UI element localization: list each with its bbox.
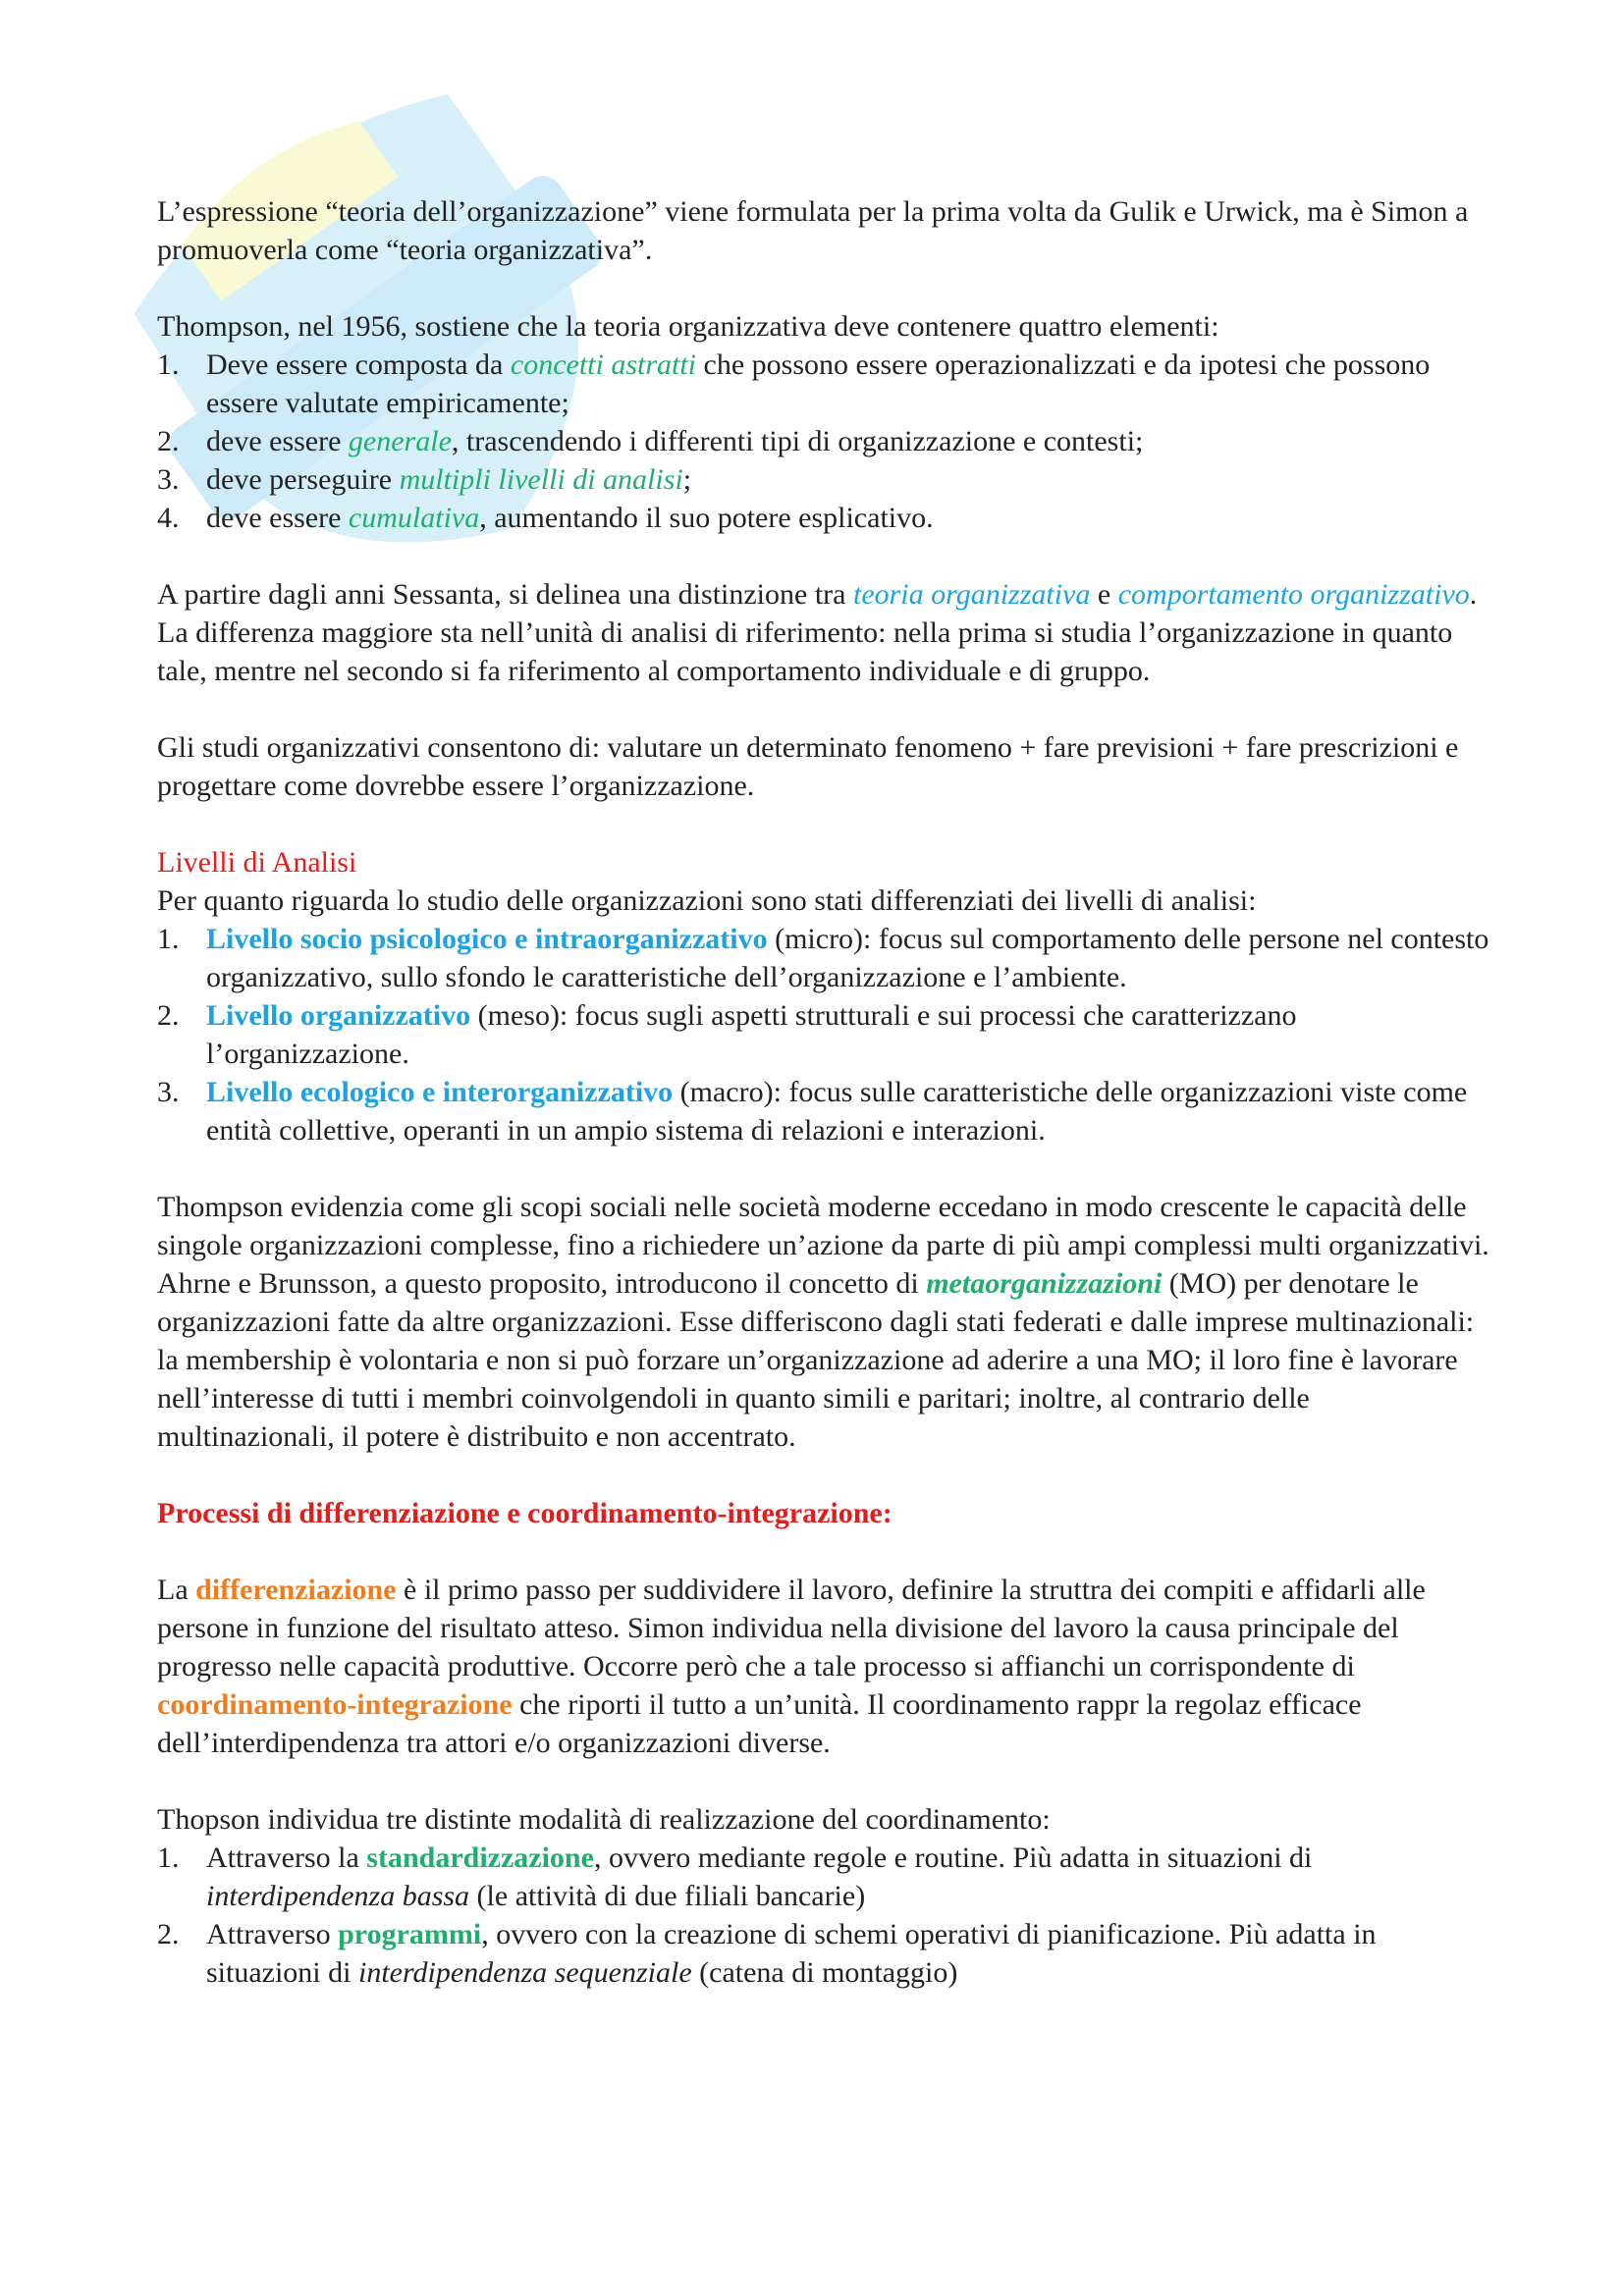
differentiation-paragraph: La differenziazione è il primo passo per suddividere il lavoro, definire la struttra dei compiti e affidarli alle persone in funzione del risultato atteso. Simon individua nella divisione del lavoro la causa principale del progresso nelle capacità produttive. Occorre però che a tale processo si affianchi un corrispondente di coordinamento-integrazione che riporti il tutto a un’unità. Il coordinamento rappr la regolaz efficace dell’interdipendenza tra attori e/o organizzazioni diverse. bbox=[157, 1574, 1426, 1759]
studies-paragraph: Gli studi organizzativi consentono di: valutare un determinato fenomeno + fare previsioni + fare prescrizioni e progettare come dovrebbe essere l’organizzazione. bbox=[157, 731, 1459, 802]
distinction-paragraph: A partire dagli anni Sessanta, si delinea una distinzione tra teoria organizzativa e comportamento organizzativo. La differenza maggiore sta nell’unità di analisi di riferimento: nella prima si studia l’organizzazione in quanto tale, mentre nel secondo si fa riferimento al comportamento individuale e di gruppo. bbox=[157, 578, 1478, 687]
coordination-list bbox=[157, 1839, 1492, 1992]
coordination-intro: Thopson individua tre distinte modalità di realizzazione del coordinamento: bbox=[157, 1803, 1051, 1836]
list-item: 3. deve perseguire multipli livelli di analisi; bbox=[157, 463, 692, 496]
list-item: 4. deve essere cumulativa, aumentando il suo potere esplicativo. bbox=[157, 502, 934, 534]
thompson-paragraph: Thompson, nel 1956, sostiene che la teoria organizzativa deve contenere quattro elementi: bbox=[157, 310, 1219, 343]
list-item: 1. Livello socio psicologico e intraorganizzativo (micro): focus sul comportamento delle persone nel contesto organizzativo, sullo sfondo le caratteristiche dell’organizzazione e l’ambiente. bbox=[157, 923, 1489, 993]
section-heading-livelli: Livelli di Analisi bbox=[157, 846, 357, 879]
levels-intro: Per quanto riguarda lo studio delle organizzazioni sono stati differenziati dei livelli di analisi: bbox=[157, 884, 1257, 917]
levels-list bbox=[157, 920, 1492, 1149]
metaorganization-paragraph: Thompson evidenzia come gli scopi sociali nelle società moderne eccedano in modo crescente le capacità delle singole organizzazioni complesse, fino a richiedere un’azione da parte di più ampi complessi multi organizzativi. Ahrne e Brunsson, a questo proposito, introducono il concetto di metaorganizzazioni (MO) per denotare le organizzazioni fatte da altre organizzazioni. Esse differiscono dagli stati federati e dalle imprese multinazionali: la membership è volontaria e non si può forzare un’organizzazione ad aderire a una MO; il loro fine è lavorare nell’interesse di tutti i membri coinvolgendoli in quanto simili e paritari; inoltre, al contrario delle multinazionali, il potere è distribuito e non accentrato. bbox=[157, 1191, 1489, 1453]
intro-paragraph: L’espressione “teoria dell’organizzazione” viene formulata per la prima volta da Gulik e Urwick, ma è Simon a promuoverla come “teoria organizzativa”. bbox=[157, 195, 1469, 266]
document-page bbox=[157, 192, 1492, 1992]
list-item: 2. Attraverso programmi, ovvero con la creazione di schemi operativi di pianificazione. Più adatta in situazioni di interdipendenza sequenziale (catena di montaggio) bbox=[157, 1918, 1377, 1989]
list-item: 1. Attraverso la standardizzazione, ovvero mediante regole e routine. Più adatta in situazioni di interdipendenza bassa (le attività di due filiali bancarie) bbox=[157, 1842, 1313, 1912]
elements-list bbox=[157, 346, 1492, 537]
section-heading-processi: Processi di differenziazione e coordinamento-integrazione: bbox=[157, 1497, 893, 1529]
list-item: 2. Livello organizzativo (meso): focus sugli aspetti strutturali e sui processi che caratterizzano l’organizzazione. bbox=[157, 999, 1297, 1070]
list-item: 2. deve essere generale, trascendendo i differenti tipi di organizzazione e contesti; bbox=[157, 425, 1144, 457]
list-item: 3. Livello ecologico e interorganizzativo (macro): focus sulle caratteristiche delle organizzazioni viste come entità collettive, operanti in un ampio sistema di relazioni e interazioni. bbox=[157, 1076, 1468, 1147]
list-item: 1. Deve essere composta da concetti astratti che possono essere operazionalizzati e da ipotesi che possono essere valutate empiricamente; bbox=[157, 348, 1431, 419]
